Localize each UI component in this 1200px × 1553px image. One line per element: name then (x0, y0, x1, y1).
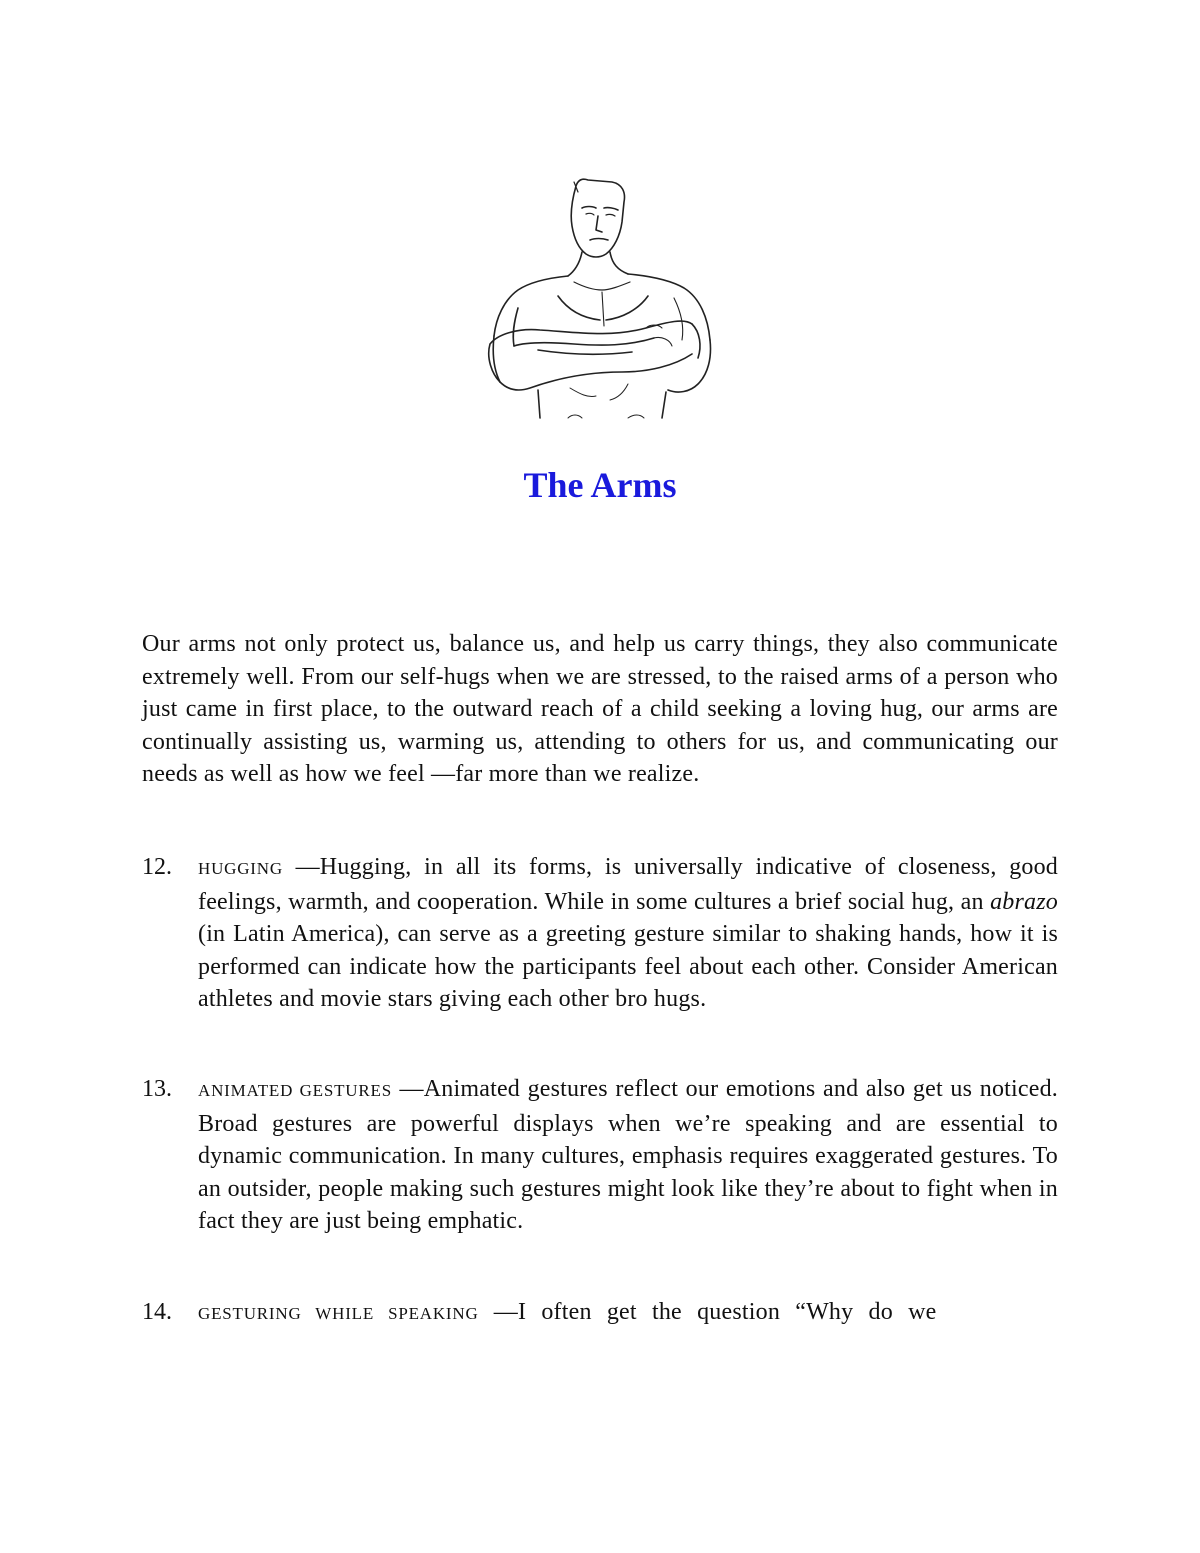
entry-number: 13. (142, 1076, 172, 1102)
entry-text: —I often get the question “Why do we (478, 1299, 937, 1325)
entry-number: 14. (142, 1299, 172, 1325)
crossed-arms-illustration (478, 178, 722, 426)
entry-text: —Hugging, in all its forms, is universally indicative of closeness, good feelings, warmth, and cooperation. While in some cultures a brief social hug, an (198, 854, 1058, 915)
entry-text: (in Latin America), can serve as a greeting gesture similar to shaking hands, how it is performed can indicate how the participants feel about each other. Consider American athletes and movie stars giving each other bro hugs. (198, 921, 1058, 1013)
entry-body (198, 851, 1058, 1016)
entry-emphasis: abrazo (990, 888, 1058, 915)
list-item (142, 851, 1058, 1016)
entry-text: —Animated gestures reflect our emotions and also get us noticed. Broad gestures are powerful displays when we’re speaking and are essential to dynamic communication. In many cultures, emphasis requires exaggerated gestures. To an outsider, people making such gestures might look like they’re about to fight when in fact they are just being emphatic. (198, 1076, 1058, 1235)
list-item (142, 1073, 1058, 1238)
entry-term: HUGGING (198, 859, 283, 878)
entry-number: 12. (142, 854, 172, 880)
chapter-title: The Arms (523, 465, 677, 505)
entry-term: GESTURING WHILE SPEAKING (198, 1304, 479, 1323)
entry-body (198, 1073, 1058, 1238)
intro-paragraph: Our arms not only protect us, balance us, and help us carry things, they also communicate extremely well. From our self-hugs when we are stressed, to the raised arms of a person who just came in first place, to the outward reach of a child seeking a loving hug, our arms are continually assisting us, warming us, attending to others for us, and communicating our needs as well as how we feel —far more than we realize. (142, 631, 1058, 788)
entry-body (198, 1296, 1058, 1331)
entry-term: ANIMATED GESTURES (198, 1081, 392, 1100)
list-item (142, 1296, 1058, 1331)
